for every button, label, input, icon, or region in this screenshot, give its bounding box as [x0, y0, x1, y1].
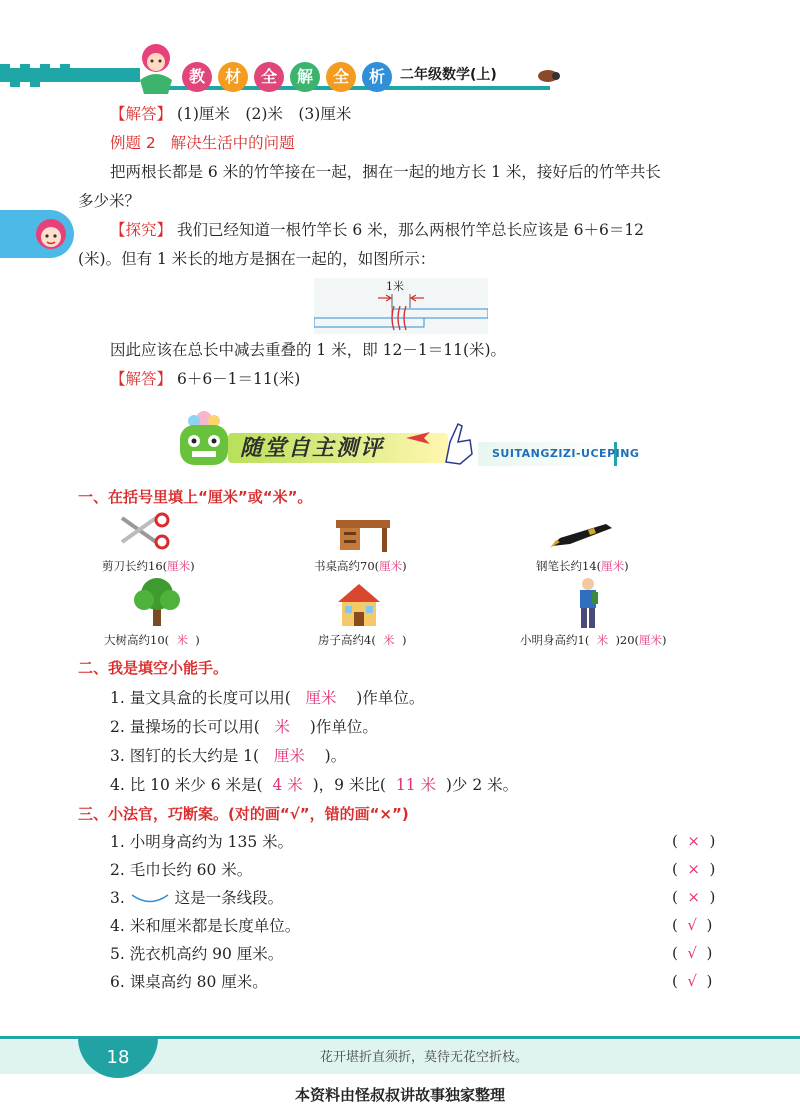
judge-answer: ×: [687, 860, 700, 878]
judge-answer: √: [687, 944, 697, 962]
q-text: )作单位。: [356, 689, 425, 707]
item-answer: 厘米: [601, 559, 625, 573]
q-text: 1. 量文具盒的长度可以用(: [110, 689, 291, 707]
q-text: )少 2 米。: [445, 776, 519, 794]
answer-text: 6＋6－1＝11(米): [176, 370, 301, 388]
mascot-girl-icon: [128, 40, 182, 96]
item-scissors: [102, 558, 195, 574]
boy-figure-icon: [574, 576, 602, 632]
judge-mark-6: ( √ ): [672, 972, 713, 990]
fountain-pen-icon: [548, 520, 618, 550]
item-desk: [314, 558, 407, 574]
explore-line-2: (米)。但有 1 米长的地方是捆在一起的，如图所示：: [78, 250, 436, 268]
answer-tag: 【解答】: [110, 105, 173, 123]
item-answer: 厘米: [167, 559, 191, 573]
item-tree: [104, 632, 200, 648]
mascot-tab-icon: [32, 214, 70, 254]
bottom-note: 本资料由怪叔叔讲故事独家整理: [294, 1086, 505, 1104]
item-text: ): [195, 633, 200, 647]
q-answer: 11 米: [395, 776, 436, 794]
item-text: ): [402, 559, 407, 573]
item-text: ): [190, 559, 195, 573]
row-number: 3.: [110, 889, 125, 907]
judge-row-2: 2. 毛巾长约 60 米。: [110, 861, 253, 879]
item-answer: 厘米: [639, 633, 663, 647]
fill-q1: [110, 688, 424, 708]
item-text: 房子高约4(: [318, 633, 376, 647]
judge-mark-1: ( × ): [672, 832, 716, 850]
q-text: 4. 比 10 米少 6 米是(: [110, 776, 263, 794]
explore-tag: 【探究】: [110, 221, 173, 239]
footer-motto: 花开堪折直须折，莫待无花空折枝。: [320, 1050, 529, 1065]
header-subtitle: 二年级数学(上): [400, 67, 497, 83]
item-text: ): [662, 633, 667, 647]
judge-mark-4: ( √ ): [672, 916, 713, 934]
example-heading: [110, 133, 295, 153]
item-text: 书桌高约70(: [314, 559, 380, 573]
q-answer: 厘米: [273, 747, 305, 765]
house-icon: [336, 580, 382, 628]
problem-line-2: 多少米？: [78, 192, 141, 210]
curved-line-icon: [130, 892, 170, 906]
judge-row-5: 5. 洗衣机高约 90 厘米。: [110, 945, 284, 963]
pointing-hand-icon: [440, 418, 480, 466]
q-answer: 4 米: [272, 776, 303, 794]
header-title-char: 全: [254, 62, 284, 92]
header-title-char: 析: [362, 62, 392, 92]
fill-q3: [110, 746, 346, 766]
item-answer: 米: [383, 633, 395, 647]
explore-line-1: [110, 220, 644, 240]
scissors-icon: [118, 512, 172, 552]
section-2-title: 二、我是填空小能手。: [78, 659, 229, 677]
item-answer: 米: [176, 633, 188, 647]
answer-tag: 【解答】: [110, 370, 173, 388]
header-title-char: 材: [218, 62, 248, 92]
item-text: ): [624, 559, 629, 573]
header-title-char: 全: [326, 62, 356, 92]
q-text: 3. 图钉的长大约是 1(: [110, 747, 260, 765]
q-text: )，9 米比(: [312, 776, 386, 794]
judge-answer: √: [687, 972, 697, 990]
page-number: 18: [78, 1038, 158, 1078]
judge-answer: √: [687, 916, 697, 934]
judge-mark-5: ( √ ): [672, 944, 713, 962]
bamboo-diagram-drawing: [314, 278, 488, 334]
item-text: 小明身高约1(: [520, 633, 590, 647]
q-text: )作单位。: [309, 718, 378, 736]
judge-answer: ×: [687, 888, 700, 906]
banner-title: 随堂自主测评: [240, 436, 385, 461]
item-pen: [536, 558, 629, 574]
fill-q4: [110, 775, 518, 795]
monster-mascot-icon: [172, 405, 236, 469]
arrow-icon: [404, 428, 444, 448]
judge-row-4: 4. 米和厘米都是长度单位。: [110, 917, 301, 935]
section-3-title: 三、小法官，巧断案。(对的画“√”，错的画“×”): [78, 805, 409, 823]
section-1-title: 一、在括号里填上“厘米”或“米”。: [78, 488, 313, 506]
diagram-label: 1米: [386, 280, 404, 293]
answer-1: [110, 104, 351, 124]
judge-mark-3: ( × ): [672, 888, 716, 906]
reason-line: 因此应该在总长中减去重叠的 1 米，即 12－1＝11(米)。: [110, 341, 507, 359]
q-answer: 厘米: [305, 689, 337, 707]
judge-answer: ×: [687, 832, 700, 850]
item-boy: [520, 632, 667, 648]
desk-icon: [334, 516, 392, 554]
item-text: 大树高约10(: [104, 633, 170, 647]
example-title: 解决生活中的问题: [170, 134, 295, 152]
item-house: [318, 632, 406, 648]
fill-q2: [110, 717, 378, 737]
judge-row-1: 1. 小明身高约为 135 米。: [110, 833, 294, 851]
example-label: 例题 2: [110, 134, 156, 152]
q-text: )。: [324, 747, 347, 765]
banner-pinyin: SUITANGZIZI-UCEPING: [492, 447, 640, 460]
tree-icon: [128, 574, 186, 628]
item-text: 钢笔长约14(: [536, 559, 602, 573]
answer-2: [110, 369, 300, 389]
q-answer: 米: [274, 718, 291, 736]
item-text: )20(: [615, 633, 640, 647]
judge-row-3: [110, 888, 283, 908]
row-text: 这是一条线段。: [174, 889, 284, 907]
q-text: 2. 量操场的长可以用(: [110, 718, 260, 736]
item-text: ): [401, 633, 407, 647]
header-title-char: 教: [182, 62, 212, 92]
item-answer: 米: [596, 633, 609, 647]
problem-line-1: 把两根长都是 6 米的竹竿接在一起，捆在一起的地方长 1 米，接好后的竹竿共长: [110, 163, 661, 181]
judge-row-6: 6. 课桌高约 80 厘米。: [110, 973, 268, 991]
header-title-char: 解: [290, 62, 320, 92]
explore-text: 我们已经知道一根竹竿长 6 米，那么两根竹竿总长应该是 6＋6＝12: [176, 221, 645, 239]
judge-mark-2: ( × ): [672, 860, 716, 878]
item-answer: 厘米: [379, 559, 403, 573]
item-text: 剪刀长约16(: [102, 559, 168, 573]
answer-text: (1)厘米 (2)米 (3)厘米: [176, 105, 352, 123]
